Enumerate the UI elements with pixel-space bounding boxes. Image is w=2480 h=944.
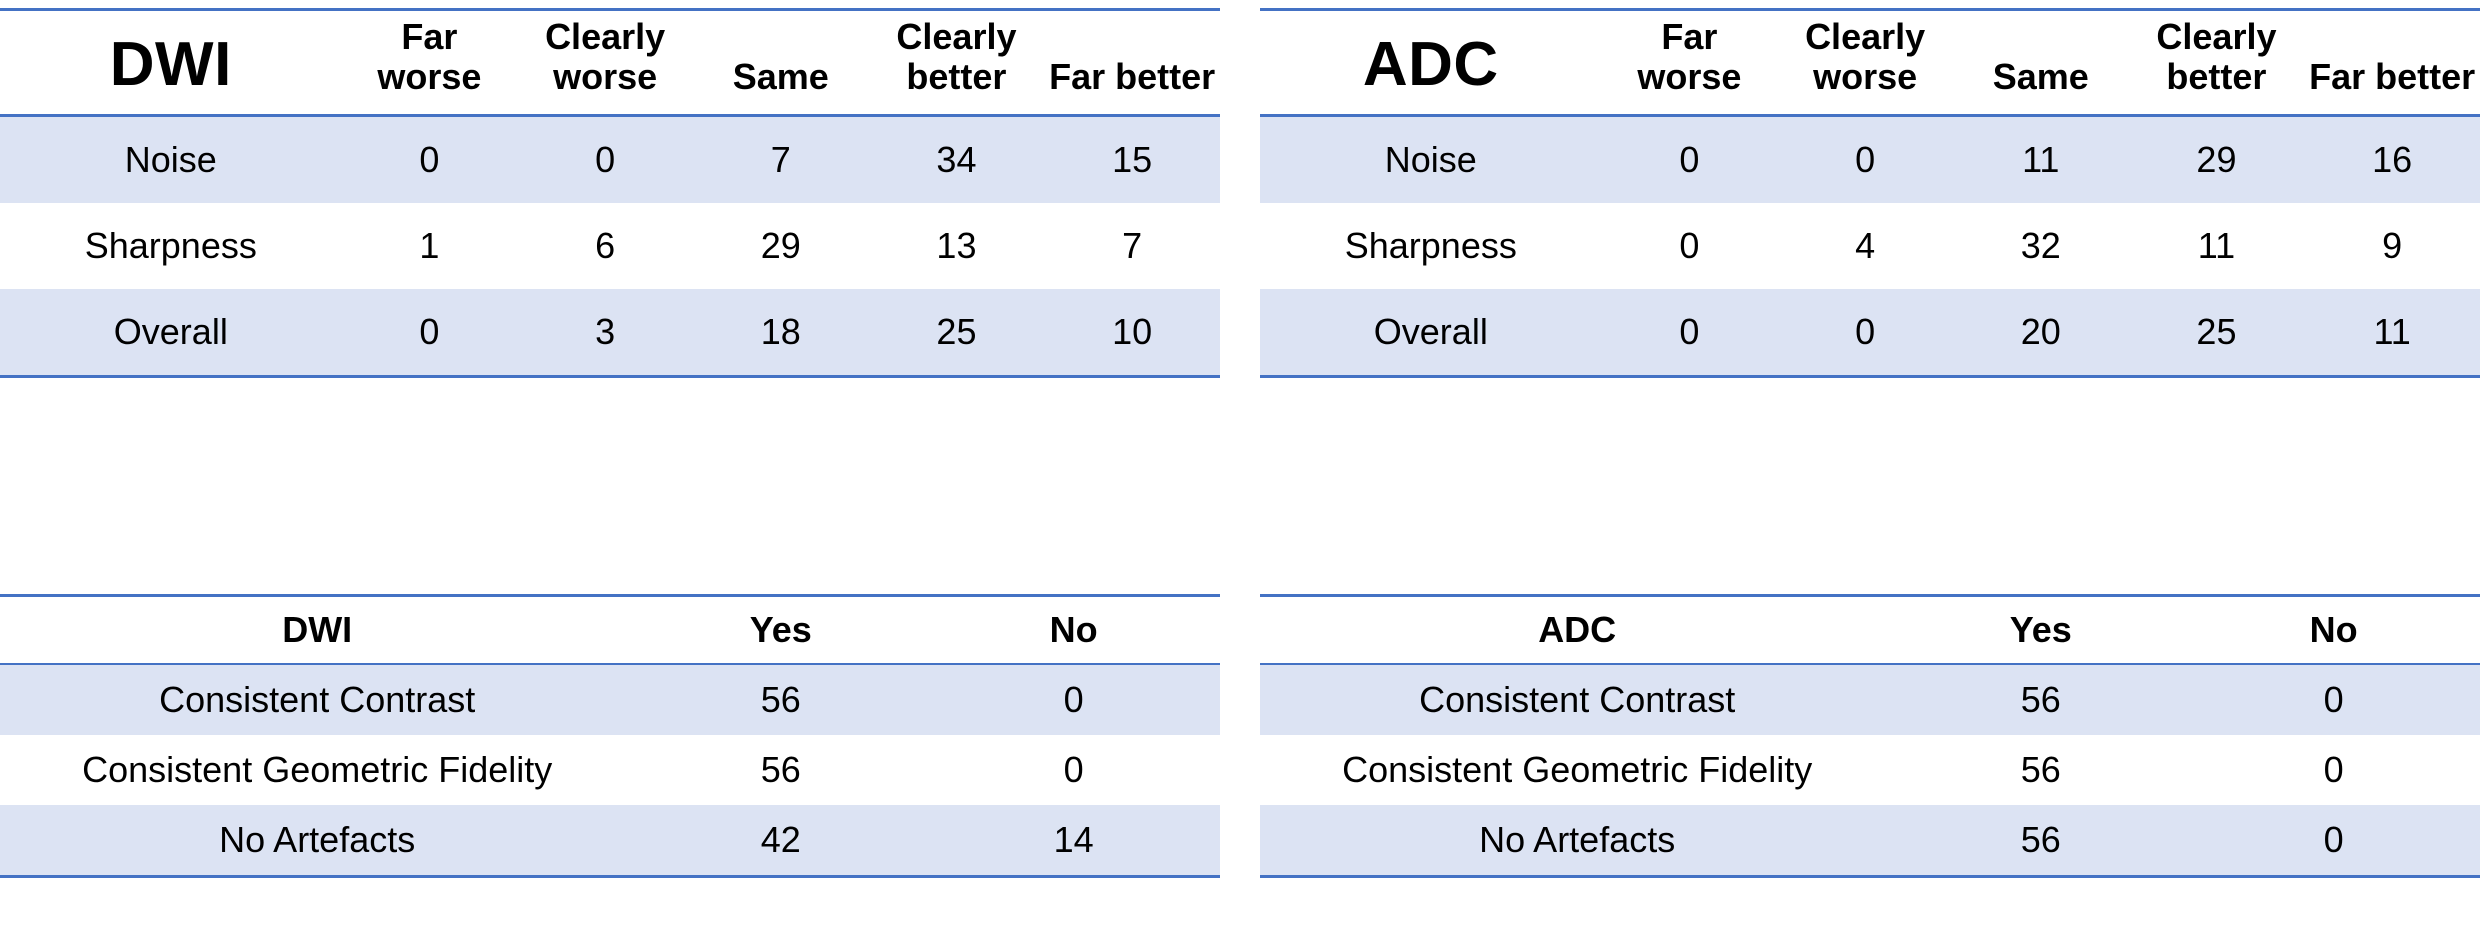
table-row [0,115,1220,203]
column-header-clearly-worse: Clearly worse [1805,16,1926,98]
dwi-yesno-table-container [0,580,1240,944]
row-label-noise: Noise [1260,115,1602,203]
cell-value: 7 [1122,224,1143,266]
row-label-consistent-geometric-fidelity: Consistent Geometric Fidelity [1342,749,1813,790]
cell-value: 56 [760,749,801,790]
cell-value: 18 [693,289,869,377]
cell-value: 56 [1894,805,2187,877]
adc-yesno-table [1260,594,2480,878]
row-label-noise: Noise [0,115,342,203]
cell-value: 11 [2197,224,2236,266]
cell-value: 0 [2187,664,2480,735]
cell-value: 0 [927,664,1220,735]
adc-rating-body [1260,115,2480,376]
cell-value: 6 [595,224,616,266]
table-row [0,289,1220,377]
cell-value: 0 [2323,749,2344,790]
table-row [1260,805,2480,877]
cell-value: 13 [936,224,977,266]
column-header-far-worse: Far worse [377,16,482,98]
table-row [1260,203,2480,289]
cell-value: 34 [869,115,1045,203]
row-label-no-artefacts: No Artefacts [1260,805,1894,877]
column-header-clearly-better: Clearly better [2156,16,2277,98]
column-header-clearly-worse: Clearly worse [545,16,666,98]
dwi-rating-body [0,115,1220,376]
row-label-consistent-geometric-fidelity: Consistent Geometric Fidelity [82,749,553,790]
cell-value: 0 [1602,289,1778,377]
column-header-no: No [1049,609,1098,650]
cell-value: 0 [1777,289,1953,377]
cell-value: 14 [927,805,1220,877]
dwi-rating-table [0,8,1220,378]
row-label-overall: Overall [0,289,342,377]
column-header-far-worse: Far worse [1637,16,1742,98]
table-row [0,805,1220,877]
column-header-far-better: Far better [2309,56,2476,98]
column-header-no: No [2309,609,2358,650]
dwi-yesno-table [0,594,1220,878]
cell-value: 25 [869,289,1045,377]
cell-value: 56 [634,664,927,735]
column-header-yes: Yes [2009,609,2072,650]
row-label-no-artefacts: No Artefacts [0,805,634,877]
table-header-row [0,10,1220,116]
row-label-sharpness: Sharpness [1344,224,1517,266]
cell-value: 0 [342,289,518,377]
cell-value: 11 [2304,289,2480,377]
table-header-row [0,596,1220,665]
adc-yesno-corner-label: ADC [1538,609,1617,650]
adc-yesno-body [1260,664,2480,877]
cell-value: 4 [1855,224,1876,266]
column-header-same: Same [732,56,829,98]
cell-value: 56 [1894,664,2187,735]
row-label-overall: Overall [1260,289,1602,377]
cell-value: 0 [342,115,518,203]
column-header-clearly-better: Clearly better [896,16,1017,98]
cell-value: 42 [634,805,927,877]
cell-value: 15 [1044,115,1220,203]
cell-value: 16 [2304,115,2480,203]
cell-value: 32 [2020,224,2061,266]
column-header-far-better: Far better [1049,56,1216,98]
row-label-consistent-contrast: Consistent Contrast [0,664,634,735]
cell-value: 11 [1953,115,2129,203]
dwi-yesno-header [0,596,1220,665]
cell-value: 0 [1063,749,1084,790]
dwi-yesno-body [0,664,1220,877]
adc-rating-table [1260,8,2480,378]
cell-value: 7 [693,115,869,203]
adc-rating-corner-label: ADC [1362,30,1499,100]
table-header-row [1260,10,2480,116]
dwi-rating-table-container [0,0,1240,580]
cell-value: 56 [2020,749,2061,790]
cell-value: 0 [1777,115,1953,203]
row-label-consistent-contrast: Consistent Contrast [1260,664,1894,735]
table-row [1260,664,2480,735]
adc-rating-table-container [1240,0,2480,580]
table-row [0,664,1220,735]
row-label-sharpness: Sharpness [84,224,257,266]
cell-value: 0 [517,115,693,203]
adc-yesno-header [1260,596,2480,665]
table-row [1260,115,2480,203]
cell-value: 3 [517,289,693,377]
cell-value: 9 [2382,224,2403,266]
cell-value: 29 [2129,115,2305,203]
cell-value: 25 [2129,289,2305,377]
cell-value: 0 [2187,805,2480,877]
column-header-yes: Yes [749,609,812,650]
table-row [1260,735,2480,805]
dwi-rating-corner-label: DWI [109,30,232,100]
adc-rating-header [1260,10,2480,116]
table-row [0,735,1220,805]
table-header-row [1260,596,2480,665]
cell-value: 0 [1602,115,1778,203]
column-header-same: Same [1992,56,2089,98]
adc-yesno-table-container [1240,580,2480,944]
table-row [0,203,1220,289]
cell-value: 20 [1953,289,2129,377]
table-row [1260,289,2480,377]
dwi-rating-header [0,10,1220,116]
cell-value: 1 [419,224,440,266]
cell-value: 10 [1044,289,1220,377]
cell-value: 29 [760,224,801,266]
dwi-yesno-corner-label: DWI [282,609,353,650]
cell-value: 0 [1679,224,1700,266]
